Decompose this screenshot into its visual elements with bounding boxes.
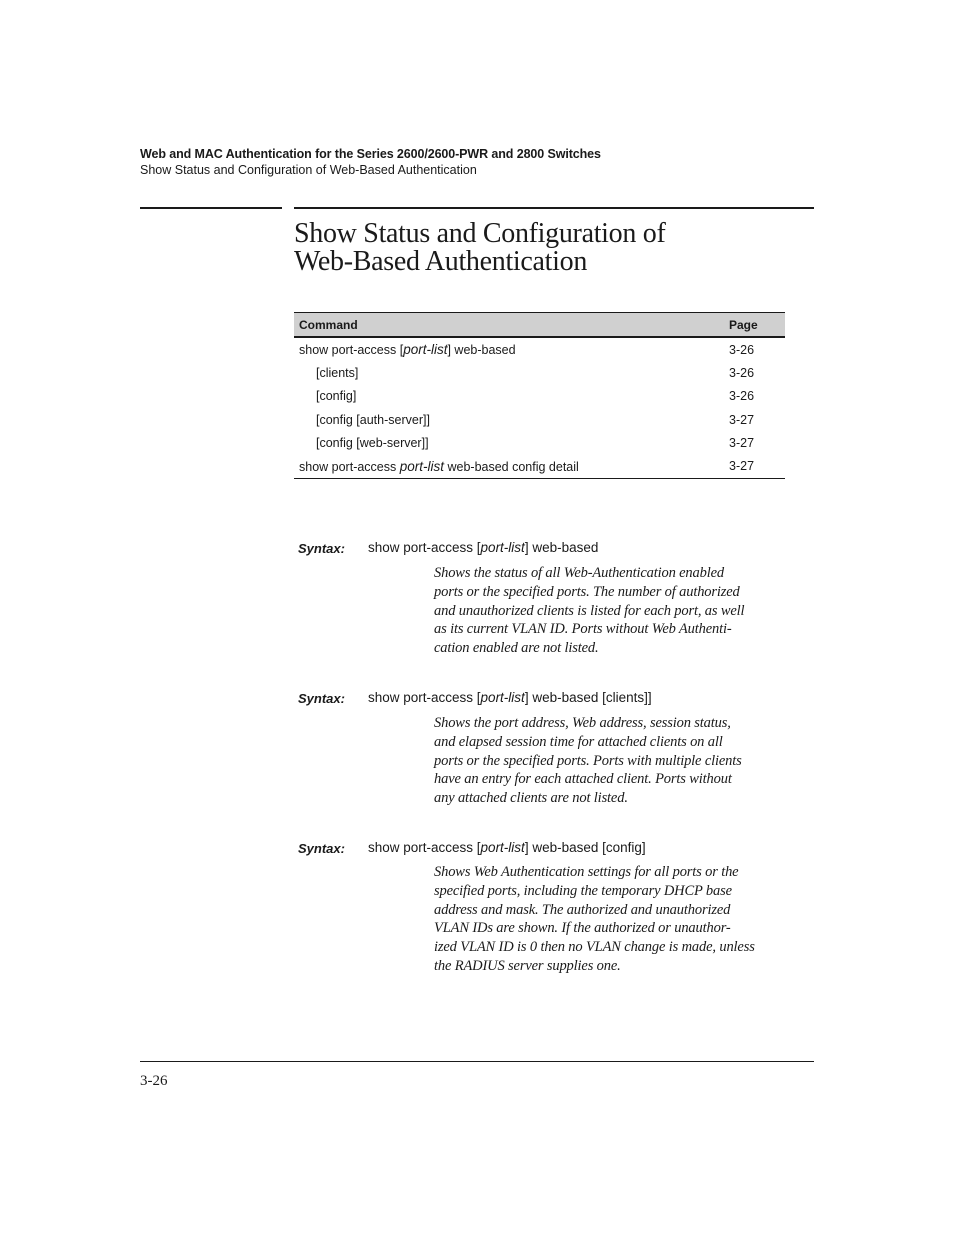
syntax-description: Shows the port address, Web address, session status, and elapsed session time for attached clients on all ports or the specified ports. Ports with multiple clients have an entry for each attached client. Ports without any attached clients are not listed. (434, 715, 742, 807)
command-cell: show port-access port-list web-based config detail (294, 454, 729, 478)
syntax-command: show port-access [port-list] web-based (368, 540, 599, 555)
table-row (294, 408, 785, 431)
page-title-line-1: Show Status and Configuration of (294, 218, 666, 249)
page-cell: 3-26 (729, 342, 755, 357)
command-cell: show port-access [port-list] web-based (299, 342, 516, 358)
port-list-param: port-list (480, 540, 525, 555)
table-row (294, 337, 785, 361)
running-header-subtitle: Show Status and Configuration of Web-Based Authentication (140, 163, 477, 177)
syntax-command: show port-access [port-list] web-based [config] (368, 840, 646, 855)
command-cell: [config] (316, 389, 357, 404)
command-cell: [clients] (316, 365, 359, 380)
command-table (294, 312, 785, 479)
port-list-param: port-list (399, 458, 444, 474)
syntax-command: show port-access [port-list] web-based [clients]] (368, 690, 652, 705)
syntax-description: Shows Web Authentication settings for all ports or the specified ports, including the temporary DHCP base address and mask. The authorized and unauthorized VLAN IDs are shown. If the authorized or unauthor- ized VLAN ID is 0 then no VLAN change is made, unless the RADIUS server supplies one. (434, 864, 755, 974)
port-list-param: port-list (403, 342, 448, 358)
table-row (294, 431, 785, 454)
page-cell: 3-27 (729, 435, 755, 450)
port-list-param: port-list (480, 690, 525, 705)
command-cell: [config [auth-server]] (316, 412, 430, 427)
header-rule-left (140, 207, 282, 209)
page-number: 3-26 (140, 1073, 168, 1089)
header-rule-right (294, 207, 814, 209)
page-title-line-2: Web-Based Authentication (294, 246, 588, 277)
table-row (294, 454, 785, 478)
table-row (294, 361, 785, 384)
syntax-label: Syntax: (298, 691, 345, 706)
page-title (294, 220, 814, 276)
page-cell: 3-27 (729, 412, 755, 427)
command-cell: [config [web-server]] (316, 435, 429, 450)
page-cell: 3-27 (729, 454, 785, 478)
page-cell: 3-26 (729, 389, 755, 404)
running-header-title: Web and MAC Authentication for the Series 2600/2600-PWR and 2800 Switches (140, 147, 601, 161)
port-list-param: port-list (480, 840, 525, 855)
page-cell: 3-26 (729, 365, 755, 380)
syntax-label: Syntax: (298, 541, 345, 556)
page-column-header: Page (729, 313, 785, 338)
command-column-header: Command (294, 313, 729, 338)
table-row (294, 385, 785, 408)
footer-rule (140, 1061, 814, 1062)
command-table-header (294, 313, 785, 338)
syntax-description: Shows the status of all Web-Authentication enabled ports or the specified ports. The number of authorized and unauthorized clients is listed for each port, as well as its current VLAN ID. Ports without Web Authenti- cation enabled are not listed. (434, 565, 745, 657)
syntax-label: Syntax: (298, 841, 345, 856)
